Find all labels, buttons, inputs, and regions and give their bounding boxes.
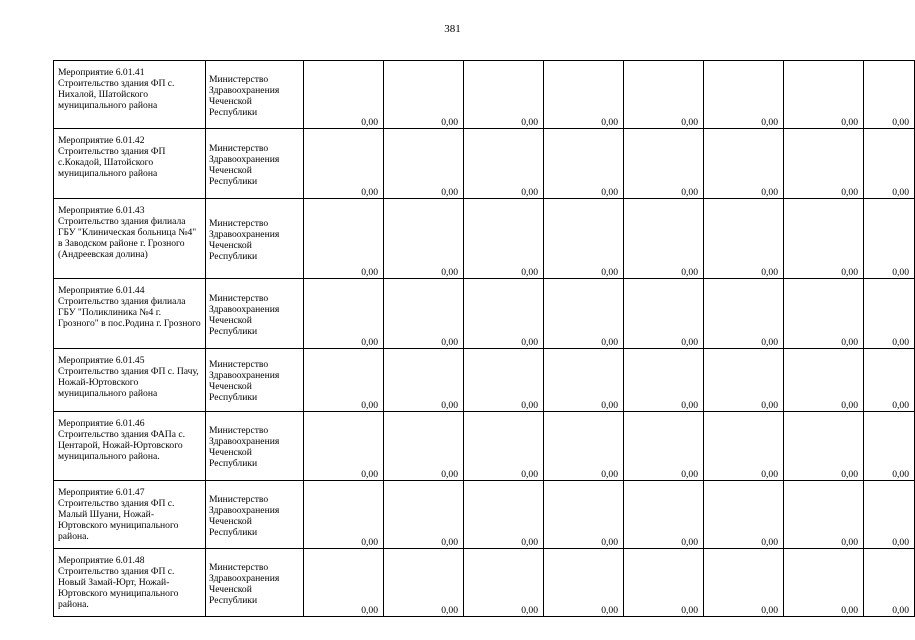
value-cell: 0,00 xyxy=(464,199,544,279)
value-cell: 0,00 xyxy=(864,129,915,199)
value-cell: 0,00 xyxy=(864,61,915,129)
value-cell: 0,00 xyxy=(464,279,544,349)
responsible-cell: Министерство Здравоохранения Чеченской Республики xyxy=(206,61,304,129)
value-cell: 0,00 xyxy=(544,199,624,279)
value-cell: 0,00 xyxy=(464,481,544,549)
table-row xyxy=(54,129,915,199)
value-cell: 0,00 xyxy=(304,412,384,481)
value-cell: 0,00 xyxy=(304,349,384,412)
value-cell: 0,00 xyxy=(544,481,624,549)
value-cell: 0,00 xyxy=(624,481,704,549)
value-cell: 0,00 xyxy=(464,549,544,617)
value-cell: 0,00 xyxy=(464,349,544,412)
table-row xyxy=(54,481,915,549)
table-row xyxy=(54,549,915,617)
table-row xyxy=(54,412,915,481)
event-name-cell: Мероприятие 6.01.42 Строительство здания ФП с.Кокадой, Шатойского муниципального района xyxy=(54,129,206,199)
value-cell: 0,00 xyxy=(464,129,544,199)
value-cell: 0,00 xyxy=(304,129,384,199)
value-cell: 0,00 xyxy=(544,279,624,349)
page-number: 381 xyxy=(444,23,461,35)
value-cell: 0,00 xyxy=(704,61,784,129)
event-name-cell: Мероприятие 6.01.46 Строительство здания ФАПа с. Центарой, Ножай-Юртовского муниципального района. xyxy=(54,412,206,481)
table-row xyxy=(54,279,915,349)
value-cell: 0,00 xyxy=(624,349,704,412)
responsible-cell: Министерство Здравоохранения Чеченской Республики xyxy=(206,349,304,412)
value-cell: 0,00 xyxy=(544,129,624,199)
value-cell: 0,00 xyxy=(624,129,704,199)
value-cell: 0,00 xyxy=(864,349,915,412)
value-cell: 0,00 xyxy=(784,129,864,199)
value-cell: 0,00 xyxy=(384,549,464,617)
table-row xyxy=(54,61,915,129)
event-name-cell: Мероприятие 6.01.45 Строительство здания ФП с. Пачу, Ножай-Юртовского муниципального района xyxy=(54,349,206,412)
responsible-cell: Министерство Здравоохранения Чеченской Республики xyxy=(206,481,304,549)
budget-table xyxy=(53,60,915,617)
value-cell: 0,00 xyxy=(864,549,915,617)
value-cell: 0,00 xyxy=(384,349,464,412)
value-cell: 0,00 xyxy=(384,481,464,549)
table-row xyxy=(54,199,915,279)
event-name-cell: Мероприятие 6.01.44 Строительство здания филиала ГБУ "Поликлиника №4 г. Грозного" в пос.Родина г. Грозного xyxy=(54,279,206,349)
value-cell: 0,00 xyxy=(544,61,624,129)
value-cell: 0,00 xyxy=(544,349,624,412)
value-cell: 0,00 xyxy=(864,412,915,481)
event-name-cell: Мероприятие 6.01.43 Строительство здания филиала ГБУ "Клиническая больница №4" в Заводском районе г. Грозного (Андреевская долина) xyxy=(54,199,206,279)
responsible-cell: Министерство Здравоохранения Чеченской Республики xyxy=(206,279,304,349)
value-cell: 0,00 xyxy=(784,279,864,349)
value-cell: 0,00 xyxy=(304,549,384,617)
value-cell: 0,00 xyxy=(304,481,384,549)
value-cell: 0,00 xyxy=(304,199,384,279)
value-cell: 0,00 xyxy=(384,129,464,199)
value-cell: 0,00 xyxy=(704,549,784,617)
event-name-cell: Мероприятие 6.01.48 Строительство здания ФП с. Новый Замай-Юрт, Ножай-Юртовского муниципального района. xyxy=(54,549,206,617)
value-cell: 0,00 xyxy=(384,61,464,129)
value-cell: 0,00 xyxy=(784,549,864,617)
value-cell: 0,00 xyxy=(384,412,464,481)
value-cell: 0,00 xyxy=(304,279,384,349)
value-cell: 0,00 xyxy=(704,412,784,481)
value-cell: 0,00 xyxy=(704,199,784,279)
value-cell: 0,00 xyxy=(784,349,864,412)
value-cell: 0,00 xyxy=(864,481,915,549)
value-cell: 0,00 xyxy=(464,61,544,129)
value-cell: 0,00 xyxy=(464,412,544,481)
value-cell: 0,00 xyxy=(304,61,384,129)
value-cell: 0,00 xyxy=(624,199,704,279)
value-cell: 0,00 xyxy=(864,199,915,279)
responsible-cell: Министерство Здравоохранения Чеченской Республики xyxy=(206,199,304,279)
responsible-cell: Министерство Здравоохранения Чеченской Республики xyxy=(206,549,304,617)
table-body xyxy=(54,61,915,617)
value-cell: 0,00 xyxy=(784,61,864,129)
event-name-cell: Мероприятие 6.01.41 Строительство здания ФП с. Нихалой, Шатойского муниципального района xyxy=(54,61,206,129)
value-cell: 0,00 xyxy=(624,61,704,129)
responsible-cell: Министерство Здравоохранения Чеченской Республики xyxy=(206,129,304,199)
value-cell: 0,00 xyxy=(624,279,704,349)
value-cell: 0,00 xyxy=(704,279,784,349)
responsible-cell: Министерство Здравоохранения Чеченской Республики xyxy=(206,412,304,481)
value-cell: 0,00 xyxy=(704,129,784,199)
value-cell: 0,00 xyxy=(864,279,915,349)
event-name-cell: Мероприятие 6.01.47 Строительство здания ФП с. Малый Шуани, Ножай-Юртовского муниципального района. xyxy=(54,481,206,549)
value-cell: 0,00 xyxy=(624,549,704,617)
value-cell: 0,00 xyxy=(544,549,624,617)
value-cell: 0,00 xyxy=(384,199,464,279)
value-cell: 0,00 xyxy=(624,412,704,481)
table-row xyxy=(54,349,915,412)
value-cell: 0,00 xyxy=(384,279,464,349)
value-cell: 0,00 xyxy=(784,199,864,279)
value-cell: 0,00 xyxy=(784,481,864,549)
value-cell: 0,00 xyxy=(784,412,864,481)
value-cell: 0,00 xyxy=(544,412,624,481)
value-cell: 0,00 xyxy=(704,349,784,412)
value-cell: 0,00 xyxy=(704,481,784,549)
